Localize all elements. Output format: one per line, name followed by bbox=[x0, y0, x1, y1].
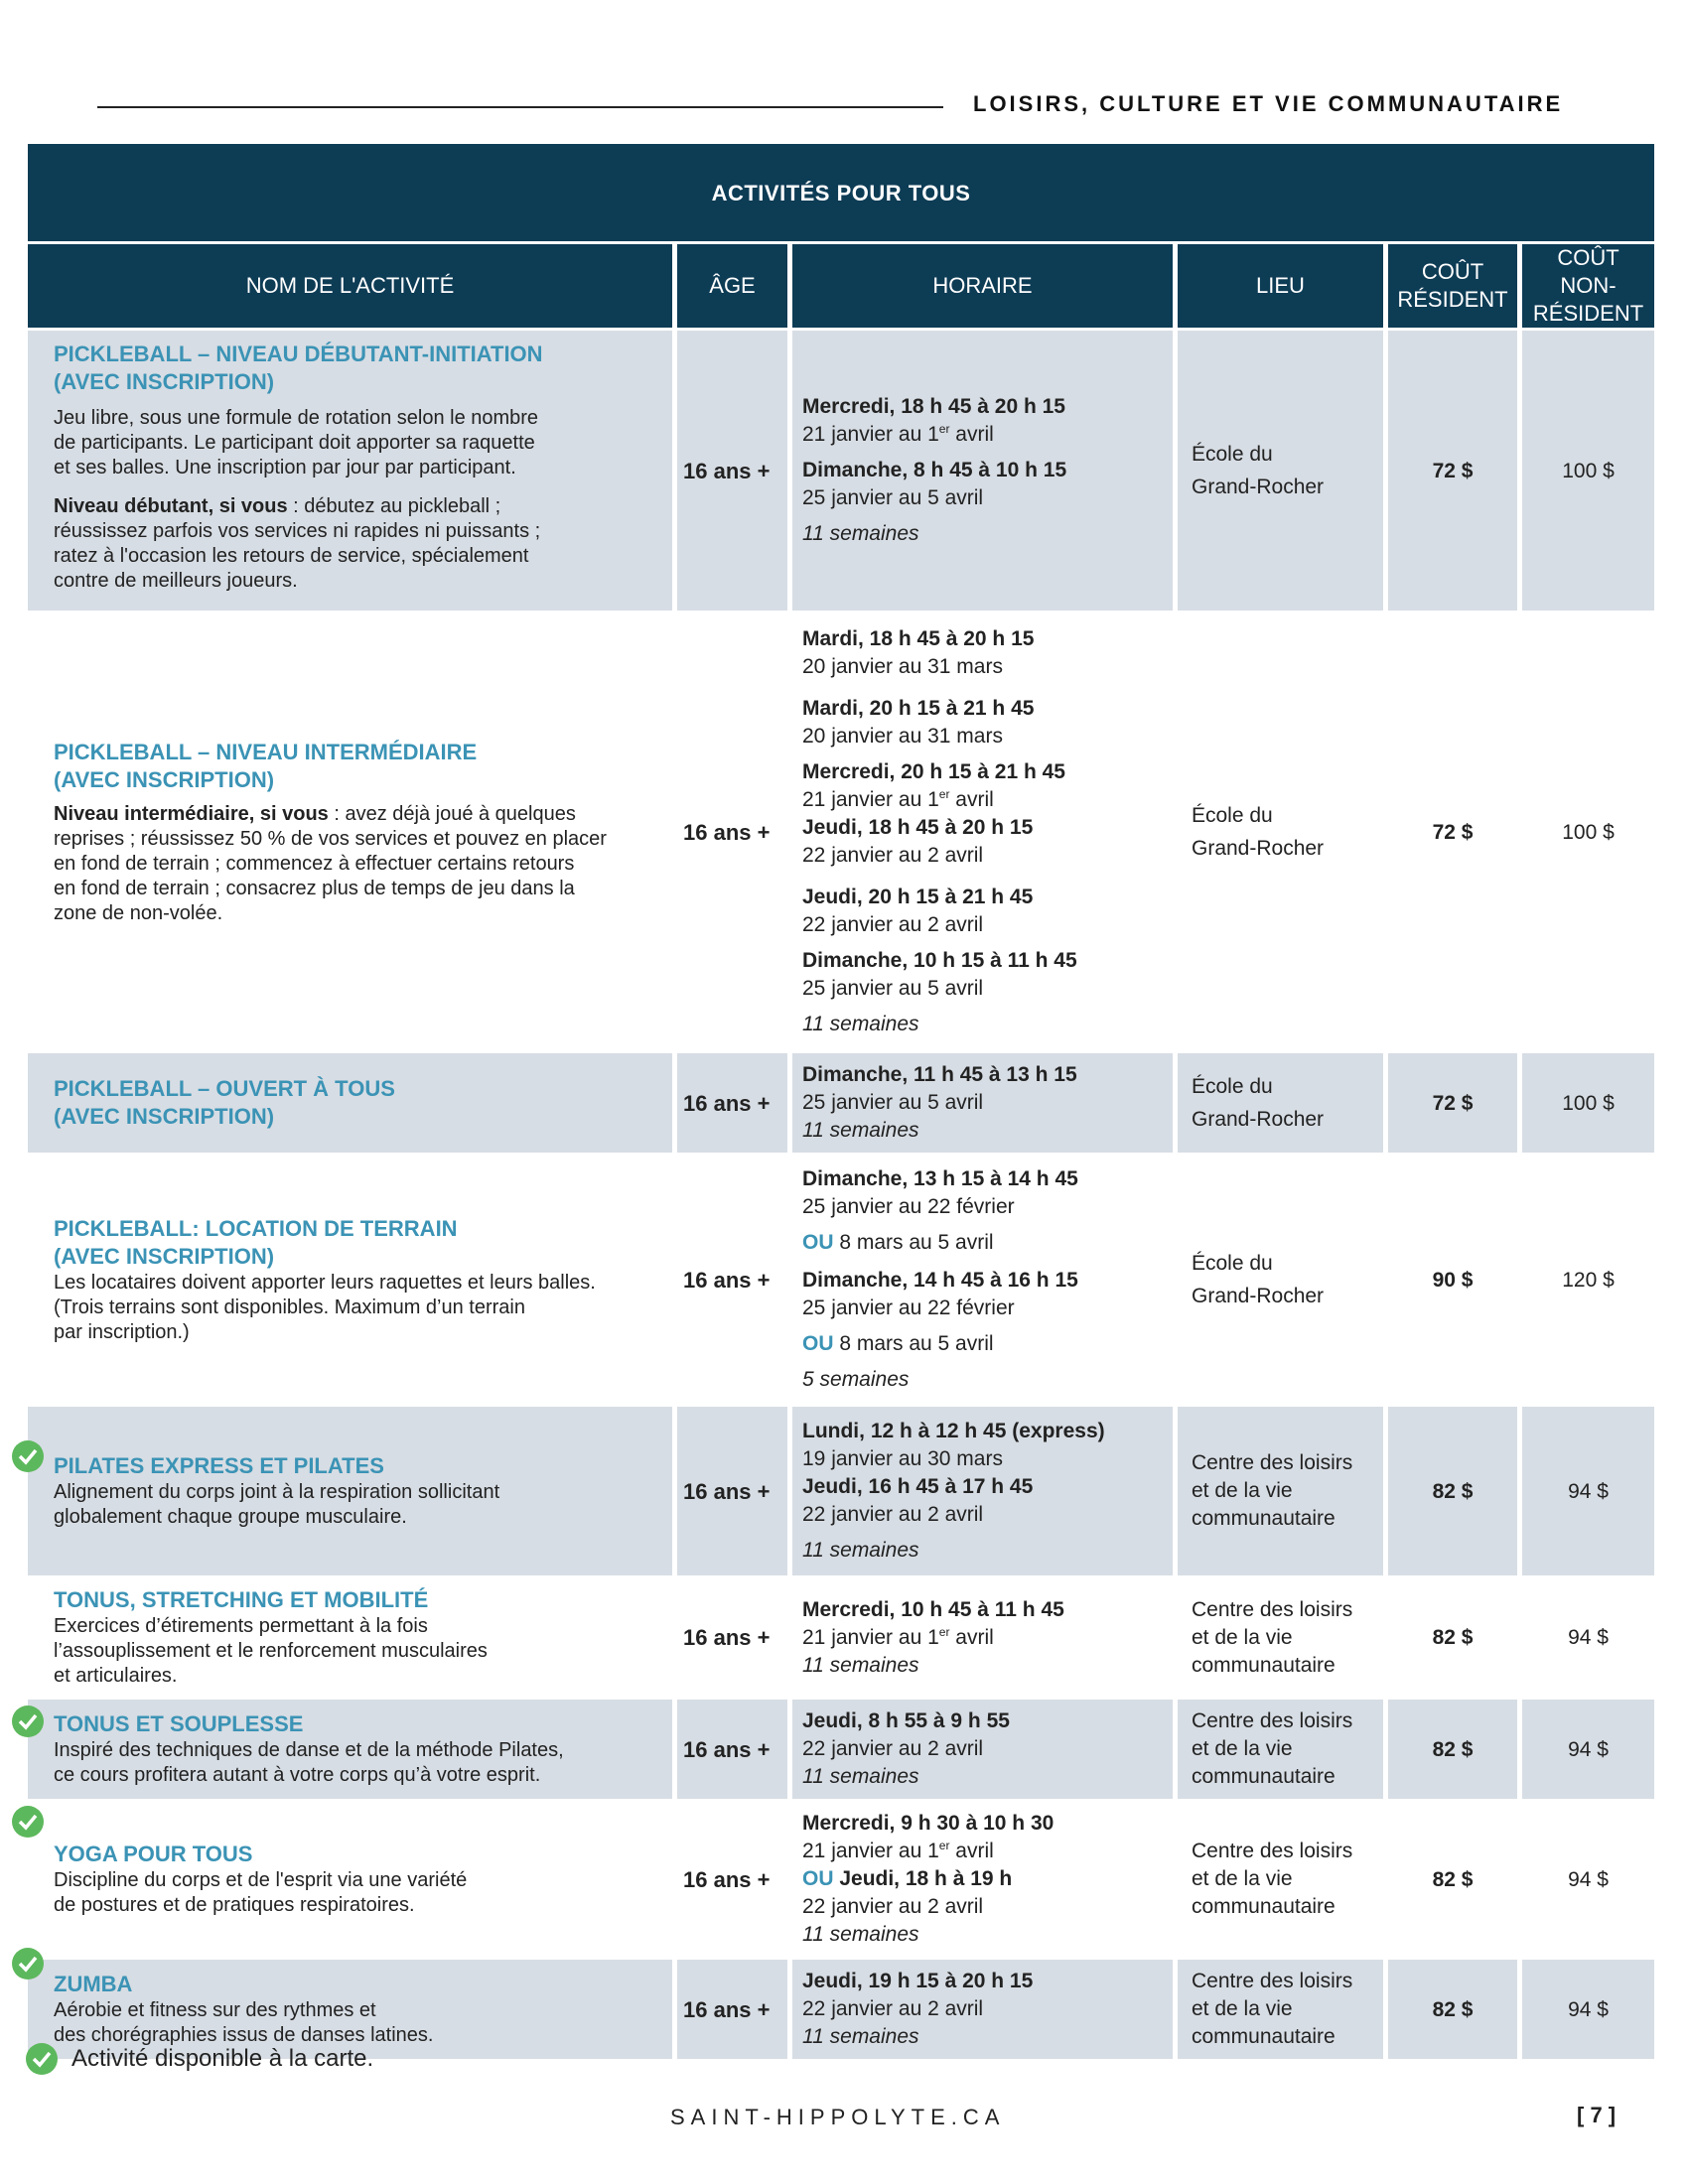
table-header-row bbox=[28, 244, 1654, 328]
schedule-time: Mardi, 18 h 45 à 20 h 15 bbox=[802, 627, 1035, 650]
cost-resident: 72 $ bbox=[1388, 331, 1517, 611]
ordinal: er bbox=[938, 1839, 950, 1852]
activity-cell bbox=[28, 1578, 672, 1697]
activity-description: et articulaires. bbox=[54, 1665, 178, 1687]
or-label: OU bbox=[802, 1332, 834, 1355]
place-cell bbox=[1178, 1156, 1383, 1404]
schedule-time: Mercredi, 20 h 15 à 21 h 45 bbox=[802, 760, 1065, 783]
schedule-dates bbox=[802, 1624, 1163, 1652]
activity-title: PICKLEBALL: LOCATION DE TERRAIN bbox=[54, 1215, 458, 1241]
table-row bbox=[28, 1407, 1654, 1575]
activity-description: contre de meilleurs joueurs. bbox=[54, 570, 298, 592]
activity-description: Alignement du corps joint à la respiration sollicitant bbox=[54, 1481, 500, 1503]
activity-description: de postures et de pratiques respiratoires. bbox=[54, 1894, 415, 1916]
schedule-time: Lundi, 12 h à 12 h 45 (express) bbox=[802, 1420, 1105, 1442]
cost-nonresident: 100 $ bbox=[1562, 820, 1615, 844]
cost-nonresident: 94 $ bbox=[1568, 1867, 1609, 1891]
schedule-time: Jeudi, 20 h 15 à 21 h 45 bbox=[802, 886, 1034, 908]
schedule-cell bbox=[792, 1700, 1173, 1799]
activity-title: YOGA POUR TOUS bbox=[54, 1842, 253, 1866]
cost-resident: 90 $ bbox=[1432, 1268, 1474, 1292]
place-cell bbox=[1178, 1407, 1383, 1575]
place-line: École du bbox=[1192, 804, 1273, 827]
activity-cell bbox=[28, 1700, 672, 1799]
schedule-dates: 25 janvier au 5 avril bbox=[802, 977, 984, 1000]
activity-description: et ses balles. Une inscription par jour par participant. bbox=[54, 457, 516, 478]
dates-end: avril bbox=[949, 1625, 994, 1649]
cost-nonresident: 94 $ bbox=[1522, 1700, 1654, 1799]
legend bbox=[26, 2043, 373, 2075]
cost-resident: 82 $ bbox=[1388, 1700, 1517, 1799]
place-line: Centre des loisirs bbox=[1192, 1970, 1353, 1992]
schedule-weeks: 11 semaines bbox=[802, 1539, 919, 1562]
place-line: et de la vie bbox=[1192, 1737, 1293, 1760]
cost-nonresident: 100 $ bbox=[1522, 1053, 1654, 1153]
activity-title-note: (AVEC INSCRIPTION) bbox=[54, 1243, 275, 1269]
schedule-dates: 22 janvier au 2 avril bbox=[802, 1997, 984, 2020]
age-cell: 16 ans + bbox=[677, 1407, 787, 1575]
activity-description: de participants. Le participant doit apporter sa raquette bbox=[54, 432, 535, 454]
schedule-dates: 20 janvier au 31 mars bbox=[802, 655, 1003, 678]
activity-description: Exercices d’étirements permettant à la fois bbox=[54, 1615, 428, 1637]
or-label: OU bbox=[802, 1231, 834, 1254]
activity-cell bbox=[28, 614, 672, 1050]
schedule-dates bbox=[802, 1838, 1163, 1865]
level-label: Niveau débutant, si vous bbox=[54, 495, 288, 517]
table-banner: ACTIVITÉS POUR TOUS bbox=[28, 144, 1654, 241]
cost-nonresident: 94 $ bbox=[1522, 1407, 1654, 1575]
place-line: École du bbox=[1192, 1252, 1273, 1275]
schedule-time: Mercredi, 10 h 45 à 11 h 45 bbox=[802, 1597, 1064, 1621]
activity-description: zone de non-volée. bbox=[54, 901, 223, 924]
place-cell bbox=[1178, 1802, 1383, 1957]
schedule-dates: 25 janvier au 22 février bbox=[802, 1297, 1015, 1319]
place-line: communautaire bbox=[1192, 2025, 1336, 2048]
schedule-cell bbox=[792, 1960, 1173, 2059]
schedule-dates: 22 janvier au 2 avril bbox=[802, 1895, 984, 1918]
place-line: École du bbox=[1192, 443, 1273, 466]
schedule-weeks: 11 semaines bbox=[802, 522, 919, 545]
cost-nonresident: 94 $ bbox=[1568, 1626, 1609, 1649]
activity-title: PICKLEBALL – NIVEAU DÉBUTANT-INITIATION bbox=[54, 341, 543, 366]
cost-resident: 72 $ bbox=[1388, 1053, 1517, 1153]
activities-table bbox=[23, 141, 1659, 2062]
schedule-weeks: 11 semaines bbox=[802, 1013, 919, 1035]
activity-title-note: (AVEC INSCRIPTION) bbox=[54, 369, 275, 394]
place-line: Centre des loisirs bbox=[1192, 1840, 1353, 1862]
check-circle-icon bbox=[12, 1706, 44, 1737]
level-text: : débutez au pickleball ; bbox=[287, 495, 501, 517]
schedule-weeks: 11 semaines bbox=[802, 1765, 919, 1788]
place-cell bbox=[1178, 331, 1383, 611]
age-cell: 16 ans + bbox=[683, 1625, 771, 1650]
section-rule bbox=[97, 106, 943, 108]
schedule-cell bbox=[792, 1578, 1173, 1697]
or-label: OU bbox=[802, 1867, 834, 1890]
schedule-time: Dimanche, 8 h 45 à 10 h 15 bbox=[802, 459, 1067, 481]
cost-nonresident: 100 $ bbox=[1522, 331, 1654, 611]
cost-resident: 82 $ bbox=[1432, 1867, 1474, 1891]
check-circle-icon bbox=[12, 1948, 44, 1979]
place-line: et de la vie bbox=[1192, 1625, 1293, 1649]
table-row bbox=[28, 1053, 1654, 1153]
activity-description: l’assouplissement et le renforcement musculaires bbox=[54, 1640, 488, 1662]
schedule-dates: 22 janvier au 2 avril bbox=[802, 844, 984, 867]
place-line: Grand-Rocher bbox=[1192, 476, 1325, 498]
header-place: LIEU bbox=[1178, 244, 1383, 328]
schedule-cell bbox=[792, 614, 1173, 1050]
header-cost-res-line1: COÛT bbox=[1421, 259, 1484, 284]
activity-description: (Trois terrains sont disponibles. Maximum d’un terrain bbox=[54, 1296, 525, 1318]
table-row bbox=[28, 614, 1654, 1050]
schedule-weeks: 11 semaines bbox=[802, 1653, 919, 1677]
activity-title: TONUS ET SOUPLESSE bbox=[54, 1711, 304, 1736]
schedule-alt-time bbox=[802, 1865, 1163, 1893]
activity-cell bbox=[28, 1407, 672, 1575]
activity-description bbox=[54, 494, 662, 519]
schedule-dates: 22 janvier au 2 avril bbox=[802, 1737, 984, 1760]
schedule-cell bbox=[792, 1053, 1173, 1153]
ordinal: er bbox=[938, 422, 950, 436]
schedule-cell bbox=[792, 1156, 1173, 1404]
schedule-weeks: 11 semaines bbox=[802, 1119, 919, 1142]
activity-description: Jeu libre, sous une formule de rotation selon le nombre bbox=[54, 407, 539, 429]
header-age: ÂGE bbox=[677, 244, 787, 328]
activity-description: des chorégraphies issus de danses latines. bbox=[54, 2024, 434, 2046]
place-line: communautaire bbox=[1192, 1765, 1336, 1788]
dates-text: 21 janvier au 1 bbox=[802, 1625, 939, 1649]
place-line: communautaire bbox=[1192, 1895, 1336, 1918]
activity-title: PICKLEBALL – NIVEAU INTERMÉDIAIRE bbox=[54, 739, 478, 764]
activity-description: par inscription.) bbox=[54, 1320, 190, 1343]
ordinal: er bbox=[938, 1624, 950, 1639]
table-row bbox=[28, 1802, 1654, 1957]
activity-description: Les locataires doivent apporter leurs raquettes et leurs balles. bbox=[54, 1271, 596, 1294]
schedule-dates: 22 janvier au 2 avril bbox=[802, 913, 984, 936]
schedule-dates bbox=[802, 421, 1163, 449]
place-cell bbox=[1178, 1578, 1383, 1697]
ordinal: er bbox=[938, 787, 950, 801]
schedule-time: Mardi, 20 h 15 à 21 h 45 bbox=[802, 697, 1035, 720]
dates-end: avril bbox=[949, 1840, 994, 1862]
place-line: communautaire bbox=[1192, 1653, 1336, 1677]
header-schedule: HORAIRE bbox=[792, 244, 1173, 328]
level-label: Niveau intermédiaire, si vous bbox=[54, 802, 329, 825]
place-cell bbox=[1178, 1053, 1383, 1153]
schedule-time: Mercredi, 9 h 30 à 10 h 30 bbox=[802, 1812, 1055, 1835]
alt-text: 8 mars au 5 avril bbox=[833, 1231, 994, 1254]
age-cell: 16 ans + bbox=[677, 1053, 787, 1153]
place-line: et de la vie bbox=[1192, 1997, 1293, 2020]
cost-nonresident: 94 $ bbox=[1522, 1960, 1654, 2059]
schedule-time: Dimanche, 13 h 15 à 14 h 45 bbox=[802, 1167, 1078, 1190]
activity-title-note: (AVEC INSCRIPTION) bbox=[54, 766, 275, 792]
schedule-cell bbox=[792, 1407, 1173, 1575]
cost-nonresident: 120 $ bbox=[1562, 1268, 1615, 1292]
activity-description: globalement chaque groupe musculaire. bbox=[54, 1506, 407, 1528]
schedule-dates: 25 janvier au 22 février bbox=[802, 1195, 1015, 1218]
activity-cell bbox=[28, 1053, 672, 1153]
place-line: et de la vie bbox=[1192, 1867, 1293, 1890]
cost-resident: 72 $ bbox=[1432, 820, 1474, 844]
activity-description: Aérobie et fitness sur des rythmes et bbox=[54, 1999, 376, 2021]
schedule-time: Jeudi, 8 h 55 à 9 h 55 bbox=[802, 1709, 1010, 1732]
place-line: Centre des loisirs bbox=[1192, 1451, 1353, 1474]
activity-title: PICKLEBALL – OUVERT À TOUS bbox=[54, 1076, 395, 1101]
schedule-time: Dimanche, 10 h 15 à 11 h 45 bbox=[802, 949, 1077, 972]
header-name: NOM DE L'ACTIVITÉ bbox=[28, 244, 672, 328]
schedule-weeks: 5 semaines bbox=[802, 1368, 910, 1391]
schedule-weeks: 11 semaines bbox=[802, 1923, 919, 1946]
cost-resident: 82 $ bbox=[1432, 1626, 1474, 1649]
schedule-cell bbox=[792, 1802, 1173, 1957]
age-cell: 16 ans + bbox=[677, 1700, 787, 1799]
activity-description: ce cours profitera autant à votre corps qu’à votre esprit. bbox=[54, 1764, 541, 1786]
schedule-time: Jeudi, 16 h 45 à 17 h 45 bbox=[802, 1475, 1034, 1498]
cost-resident: 82 $ bbox=[1388, 1960, 1517, 2059]
schedule-dates bbox=[802, 786, 1163, 814]
place-line: Grand-Rocher bbox=[1192, 1108, 1325, 1131]
page-number: [ 7 ] bbox=[1577, 2103, 1617, 2127]
activity-title-note: (AVEC INSCRIPTION) bbox=[54, 1104, 275, 1129]
schedule-time: Mercredi, 18 h 45 à 20 h 15 bbox=[802, 395, 1065, 418]
activity-title: TONUS, STRETCHING ET MOBILITÉ bbox=[54, 1587, 429, 1612]
age-cell: 16 ans + bbox=[677, 331, 787, 611]
schedule-cell bbox=[792, 331, 1173, 611]
header-cost-nonres-line1: COÛT bbox=[1557, 245, 1619, 270]
dates-text: 21 janvier au 1 bbox=[802, 1840, 939, 1862]
alt-time: Jeudi, 18 h à 19 h bbox=[833, 1867, 1013, 1890]
place-line: Grand-Rocher bbox=[1192, 1285, 1325, 1307]
place-cell bbox=[1178, 1960, 1383, 2059]
activity-cell bbox=[28, 331, 672, 611]
age-cell: 16 ans + bbox=[683, 1866, 771, 1892]
place-cell bbox=[1178, 614, 1383, 1050]
header-cost-res-line2: RÉSIDENT bbox=[1397, 287, 1508, 312]
activity-description bbox=[54, 802, 662, 827]
activity-cell bbox=[28, 1802, 672, 1957]
schedule-dates: 25 janvier au 5 avril bbox=[802, 486, 984, 509]
table-row bbox=[28, 1156, 1654, 1404]
activity-title: PILATES EXPRESS ET PILATES bbox=[54, 1453, 384, 1478]
schedule-time: Jeudi, 19 h 15 à 20 h 15 bbox=[802, 1970, 1034, 1992]
schedule-dates: 22 janvier au 2 avril bbox=[802, 1503, 984, 1526]
cost-resident: 82 $ bbox=[1388, 1407, 1517, 1575]
schedule-dates: 25 janvier au 5 avril bbox=[802, 1091, 984, 1114]
place-cell bbox=[1178, 1700, 1383, 1799]
table-row bbox=[28, 1700, 1654, 1799]
schedule-time: Dimanche, 11 h 45 à 13 h 15 bbox=[802, 1063, 1077, 1086]
activity-description: Inspiré des techniques de danse et de la méthode Pilates, bbox=[54, 1739, 564, 1761]
activity-description: réussissez parfois vos services ni rapides ni puissants ; bbox=[54, 520, 541, 542]
dates-end: avril bbox=[949, 788, 994, 811]
activity-title: ZUMBA bbox=[54, 1972, 133, 1996]
activity-description: reprises ; réussissez 50 % de vos services et pouvez en placer bbox=[54, 827, 607, 850]
schedule-alt-dates bbox=[802, 1330, 1163, 1358]
alt-text: 8 mars au 5 avril bbox=[833, 1332, 994, 1355]
place-line: communautaire bbox=[1192, 1507, 1336, 1530]
check-circle-icon bbox=[26, 2043, 58, 2075]
schedule-dates: 19 janvier au 30 mars bbox=[802, 1447, 1003, 1470]
footer-site: SAINT-HIPPOLYTE.CA bbox=[670, 2105, 1006, 2129]
activity-description: en fond de terrain ; commencez à effectuer certains retours bbox=[54, 852, 575, 875]
age-cell: 16 ans + bbox=[677, 1960, 787, 2059]
activity-description: en fond de terrain ; consacrez plus de temps de jeu dans la bbox=[54, 877, 575, 899]
schedule-alt-dates bbox=[802, 1229, 1163, 1257]
table-row bbox=[28, 1578, 1654, 1697]
schedule-weeks: 11 semaines bbox=[802, 2025, 919, 2048]
activity-cell bbox=[28, 1156, 672, 1404]
activity-description: ratez à l'occasion les retours de service, spécialement bbox=[54, 545, 529, 567]
place-line: Centre des loisirs bbox=[1192, 1597, 1353, 1621]
dates-text: 21 janvier au 1 bbox=[802, 423, 939, 446]
place-line: et de la vie bbox=[1192, 1479, 1293, 1502]
activity-description: Discipline du corps et de l'esprit via une variété bbox=[54, 1869, 468, 1891]
header-cost-resident bbox=[1388, 244, 1517, 328]
age-cell: 16 ans + bbox=[683, 819, 771, 845]
schedule-dates: 20 janvier au 31 mars bbox=[802, 725, 1003, 748]
place-line: École du bbox=[1192, 1075, 1273, 1098]
header-cost-nonres-line2: NON- bbox=[1560, 273, 1617, 298]
schedule-time: Jeudi, 18 h 45 à 20 h 15 bbox=[802, 816, 1034, 839]
dates-end: avril bbox=[949, 423, 994, 446]
legend-text: Activité disponible à la carte. bbox=[71, 2045, 374, 2072]
place-line: Grand-Rocher bbox=[1192, 837, 1325, 860]
dates-text: 21 janvier au 1 bbox=[802, 788, 939, 811]
check-circle-icon bbox=[12, 1806, 44, 1838]
header-cost-nonres-line3: RÉSIDENT bbox=[1532, 301, 1644, 326]
table-row bbox=[28, 331, 1654, 611]
place-line: Centre des loisirs bbox=[1192, 1709, 1353, 1732]
schedule-time: Dimanche, 14 h 45 à 16 h 15 bbox=[802, 1269, 1078, 1292]
level-text: : avez déjà joué à quelques bbox=[328, 802, 576, 825]
age-cell: 16 ans + bbox=[683, 1267, 771, 1293]
check-circle-icon bbox=[12, 1440, 44, 1472]
header-cost-nonresident bbox=[1522, 244, 1654, 328]
section-title: LOISIRS, CULTURE ET VIE COMMUNAUTAIRE bbox=[973, 91, 1564, 116]
